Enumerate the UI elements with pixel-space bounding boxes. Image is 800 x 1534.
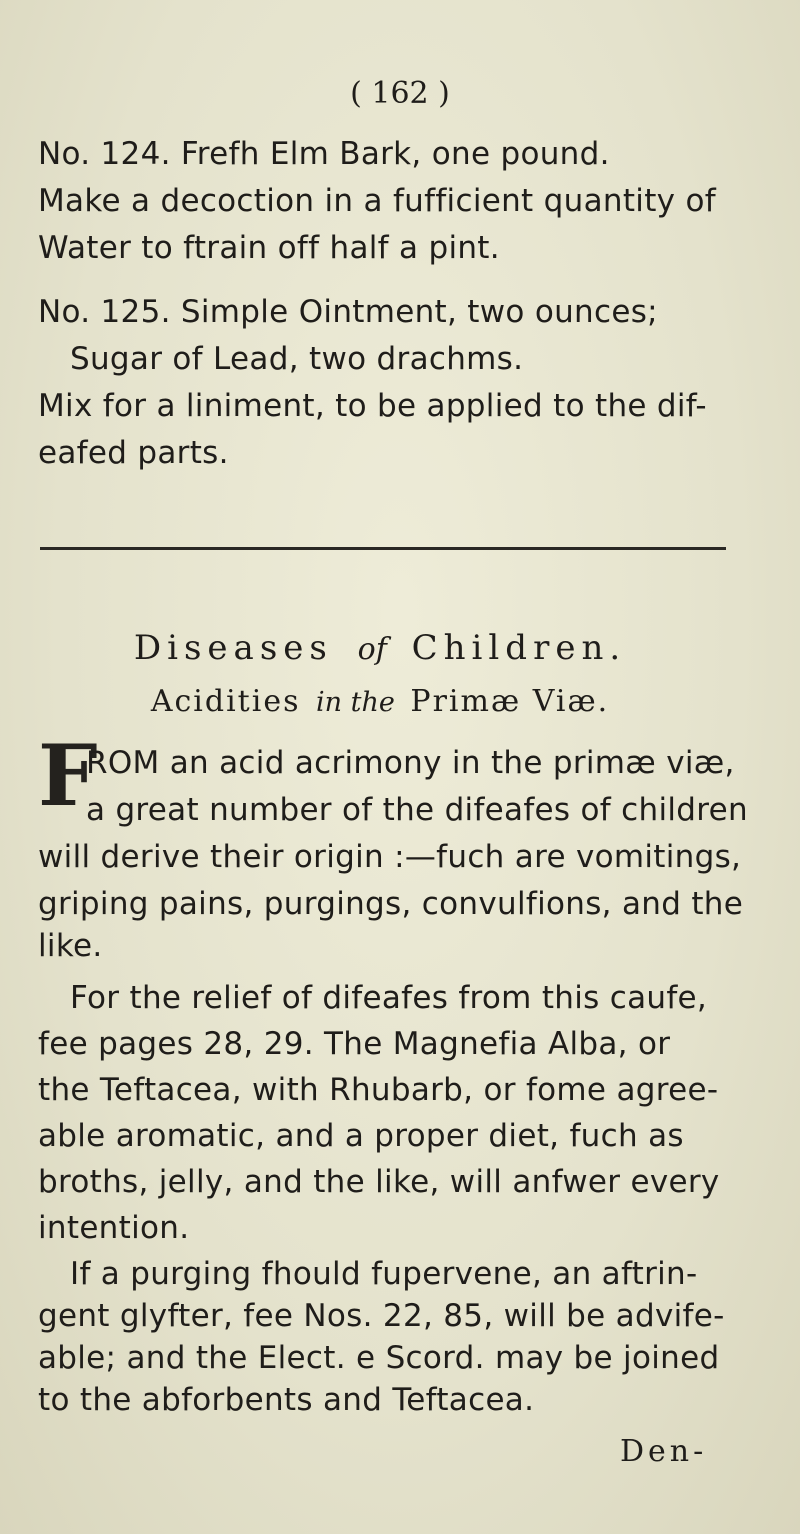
title-of: of (357, 632, 387, 667)
recipe-125-line-4: eafed parts. (38, 435, 229, 471)
paragraph-2-line-6: intention. (38, 1210, 190, 1246)
title-children: Children. (411, 628, 627, 668)
paragraph-1-line-3: will derive their origin :—fuch are vomitings, (38, 839, 742, 875)
subtitle-in-the: in the (316, 687, 395, 718)
paragraph-3-line-3: able; and the Elect. e Scord. may be joined (38, 1340, 720, 1376)
paragraph-1-line-5: like. (38, 928, 103, 964)
paragraph-2-line-1: For the relief of difeafes from this caufe, (70, 980, 708, 1016)
paragraph-3-line-2: gent glyfter, fee Nos. 22, 85, will be advife- (38, 1298, 725, 1334)
recipe-124-line-3: Water to ftrain off half a pint. (38, 230, 500, 266)
paragraph-3-line-4: to the abforbents and Teftacea. (38, 1382, 535, 1418)
recipe-124-line-1: No. 124. Frefh Elm Bark, one pound. (38, 136, 610, 172)
subtitle-primae-viae: Primæ Viæ. (410, 684, 610, 719)
section-subtitle (0, 683, 760, 722)
recipe-124-line-2: Make a decoction in a fufficient quantity of (38, 183, 716, 219)
paragraph-2-line-4: able aromatic, and a proper diet, fuch as (38, 1118, 684, 1154)
title-diseases: Diseases (133, 628, 333, 668)
paragraph-1-line-4: griping pains, purgings, convulfions, and the (38, 886, 744, 922)
paragraph-2-line-5: broths, jelly, and the like, will anfwer every (38, 1164, 720, 1200)
paragraph-3-line-1: If a purging fhould fupervene, an aftrin- (70, 1256, 698, 1292)
page-number: ( 162 ) (350, 76, 450, 111)
drop-cap: F (38, 726, 98, 825)
paragraph-1-line-2: a great number of the difeafes of children (86, 792, 748, 828)
paragraph-2-line-3: the Teftacea, with Rhubarb, or fome agree- (38, 1072, 719, 1108)
recipe-125-line-1: No. 125. Simple Ointment, two ounces; (38, 294, 658, 330)
paragraph-1-line-1: ROM an acid acrimony in the primæ viæ, (86, 745, 735, 781)
paragraph-2-line-2: fee pages 28, 29. The Magnefia Alba, or (38, 1026, 671, 1062)
subtitle-acidities: Acidities (150, 684, 301, 719)
recipe-125-line-3: Mix for a liniment, to be applied to the dif- (38, 388, 707, 424)
section-title (0, 628, 760, 670)
recipe-125-line-2: Sugar of Lead, two drachms. (70, 341, 524, 377)
section-rule (40, 547, 726, 550)
catchword: Den- (620, 1434, 708, 1469)
